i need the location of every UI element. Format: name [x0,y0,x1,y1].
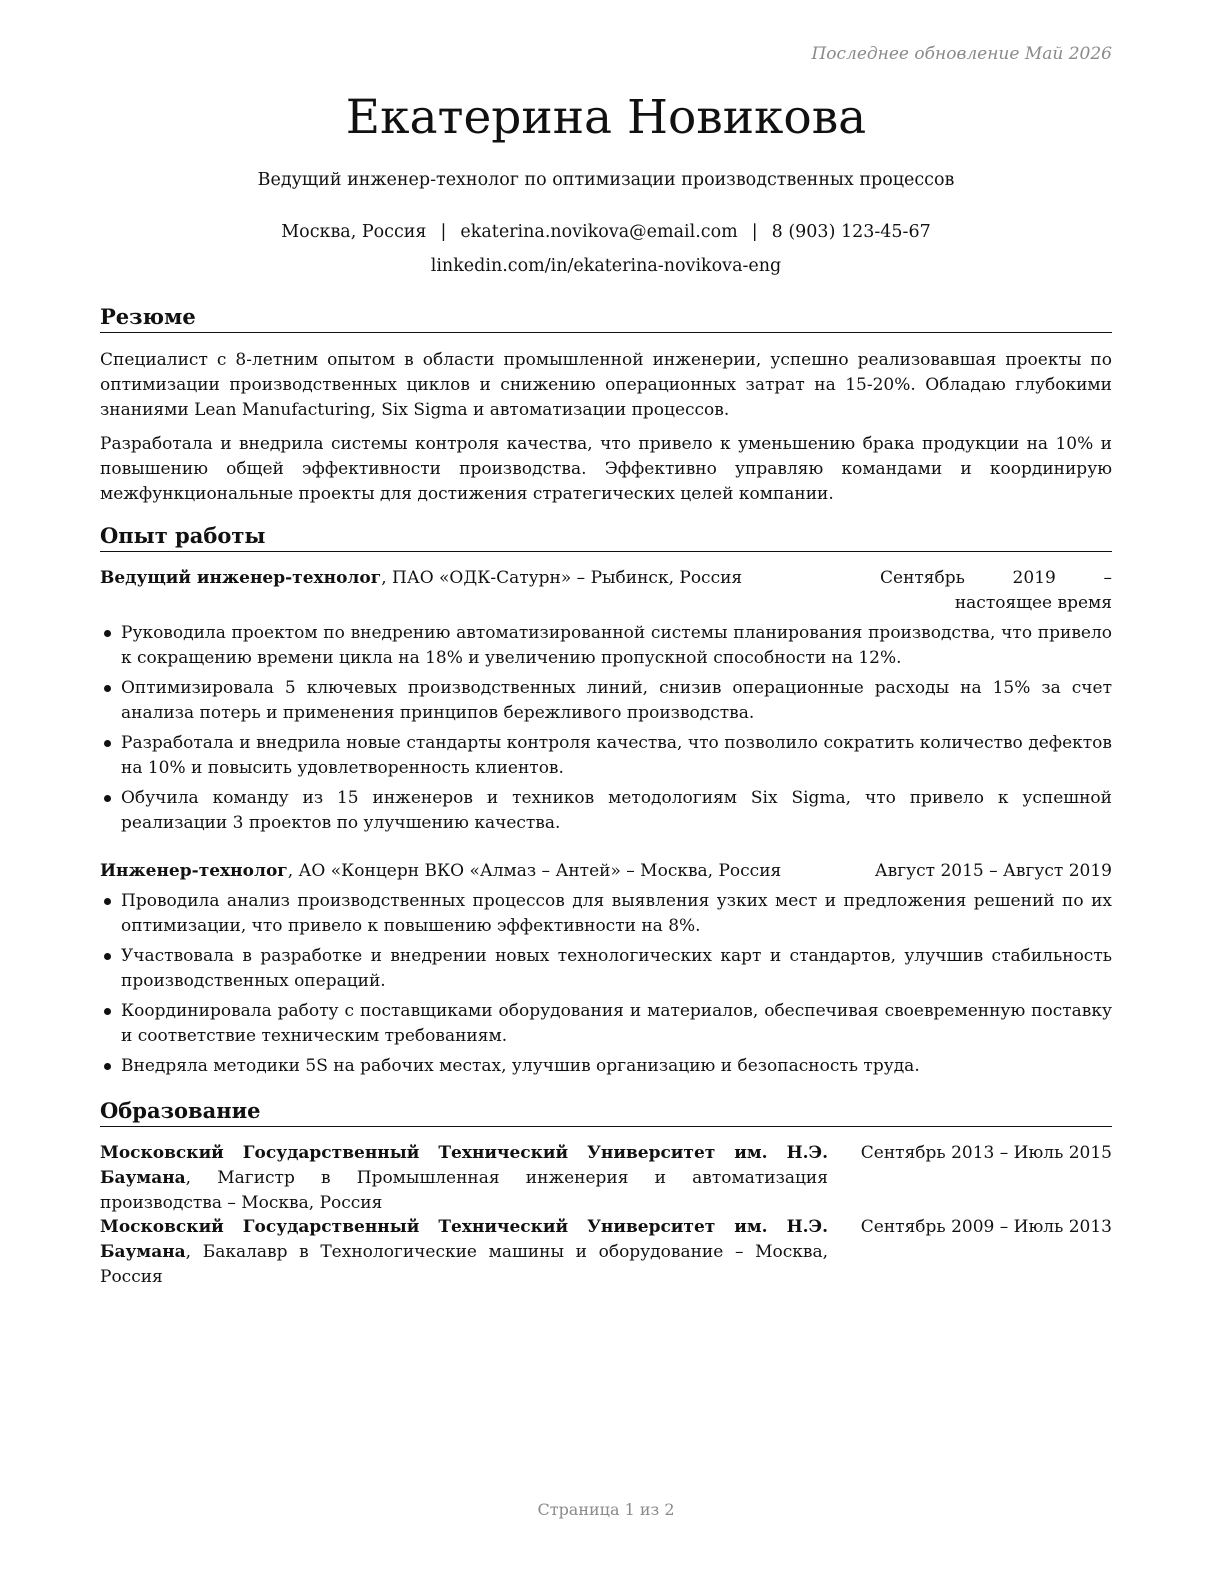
job-details: , АО «Концерн ВКО «Алмаз – Антей» – Москва, Россия [287,861,782,881]
section-title-education: Образование [100,1098,1112,1127]
list-item: Разработала и внедрила новые стандарты контроля качества, что позволило сократить количество дефектов на 10% и повысить удовлетворенность клиентов. [100,731,1112,781]
summary-paragraph: Специалист с 8-летним опытом в области промышленной инженерии, успешно реализовавшая проекты по оптимизации производственных циклов и снижению операционных затрат на 15-20%. Обладаю глубокими знаниями Lean Manufacturing, Six Sigma и автоматизации процессов. [100,350,1112,420]
list-item: Оптимизировала 5 ключевых производственных линий, снизив операционные расходы на 15% за счет анализа потерь и применения принципов бережливого производства. [100,676,1112,726]
phone: 8 (903) 123-45-67 [771,222,931,242]
list-item: Координировала работу с поставщиками оборудования и материалов, обеспечивая своевременную поставку и соответствие техническим требованиям. [100,999,1112,1049]
education-dates: Сентябрь 2009 – Июль 2013 [860,1217,1112,1237]
candidate-name: Екатерина Новикова [345,90,867,145]
email-link[interactable]: ekaterina.novikova@email.com [460,222,738,242]
candidate-title: Ведущий инженер-технолог по оптимизации производственных процессов [257,170,955,190]
job-dates: Сентябрь 2019 – настоящее время [880,568,1112,613]
list-item: Проводила анализ производственных процессов для выявления узких мест и предложения решений по их оптимизации, что привело к повышению эффективности на 8%. [100,889,1112,939]
last-updated: Последнее обновление Май 2026 [811,44,1112,64]
job-position: Инженер-технолог [100,861,288,881]
contact-line [100,220,1112,244]
degree-details: , Бакалавр в Технологические машины и оборудование – Москва, Россия [100,1242,828,1287]
list-item: Участвовала в разработке и внедрении новых технологических карт и стандартов, улучшив стабильность производственных операций. [100,944,1112,994]
page-number: Страница 1 из 2 [537,1500,675,1519]
section-title-summary: Резюме [100,304,1112,333]
education-dates: Сентябрь 2013 – Июль 2015 [860,1143,1112,1163]
institution: Московский Государственный Технический Университет им. Н.Э. Баумана [100,1217,828,1262]
linkedin-link[interactable]: linkedin.com/in/ekaterina-novikova-eng [430,256,782,276]
separator: | [751,222,758,242]
location: Москва, Россия [281,222,427,242]
list-item: Руководила проектом по внедрению автоматизированной системы планирования производства, что привело к сокращению времени цикла на 18% и увеличению пропускной способности на 12%. [100,621,1112,671]
job-bullets [100,889,1112,1084]
section-title-experience: Опыт работы [100,523,1112,552]
resume-page [100,0,1112,1584]
job-details: , ПАО «ОДК-Сатурн» – Рыбинск, Россия [381,568,743,588]
job-dates: Август 2015 – Август 2019 [874,861,1112,881]
summary-paragraph: Разработала и внедрила системы контроля качества, что привело к уменьшению брака продукции на 10% и повышению общей эффективности производства. Эффективно управляю командами и координирую межфункциональные проекты для достижения стратегических целей компании. [100,434,1112,504]
institution: Московский Государственный Технический Университет им. Н.Э. Баумана [100,1143,828,1188]
degree-details: , Магистр в Промышленная инженерия и автоматизация производства – Москва, Россия [100,1168,828,1213]
separator: | [440,222,447,242]
list-item: Обучила команду из 15 инженеров и техников методологиям Six Sigma, что привело к успешной реализации 3 проектов по улучшению качества. [100,786,1112,836]
job-bullets [100,621,1112,841]
job-position: Ведущий инженер-технолог [100,568,382,588]
list-item: Внедряла методики 5S на рабочих местах, улучшив организацию и безопасность труда. [100,1054,1112,1079]
